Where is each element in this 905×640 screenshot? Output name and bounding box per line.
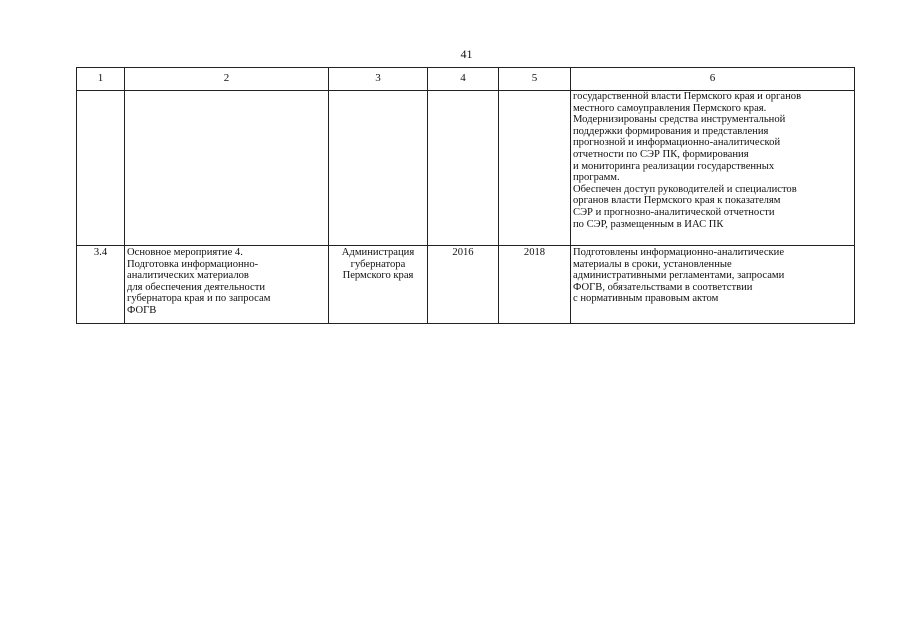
measure-line: аналитических материалов [127, 270, 249, 282]
cell-start-year [428, 91, 499, 246]
result-line: Модернизированы средства инструментальной [573, 114, 786, 126]
cell-start-year: 2016 [428, 246, 499, 324]
result-line: программ. [573, 172, 620, 184]
result-line: и мониторинга реализации государственных [573, 160, 775, 172]
cell-number [77, 91, 125, 246]
result-line: материалы в сроки, установленные [573, 258, 732, 270]
result-line: административными регламентами, запросами [573, 270, 785, 282]
cell-expected-result [571, 91, 855, 246]
header-col-3: 3 [329, 68, 428, 91]
cell-measure [125, 91, 329, 246]
result-line: органов власти Пермского края к показателям [573, 195, 781, 207]
header-col-2: 2 [125, 68, 329, 91]
header-col-1: 1 [77, 68, 125, 91]
cell-end-year: 2018 [499, 246, 571, 324]
result-line: прогнозной и информационно-аналитической [573, 137, 781, 149]
result-line: СЭР и прогнозно-аналитической отчетности [573, 206, 775, 218]
table-header-row [77, 68, 855, 91]
result-line: местного самоуправления Пермского края. [573, 102, 767, 114]
measure-line: для обеспечения деятельности [127, 281, 266, 293]
result-line: государственной власти Пермского края и органов [573, 91, 802, 102]
measure-line: Подготовка информационно- [127, 258, 259, 270]
header-col-6: 6 [571, 68, 855, 91]
executor-line: Администрация [341, 247, 415, 258]
table-row-continuation [77, 91, 855, 246]
table-row-3-4 [77, 246, 855, 324]
page-number: 41 [460, 47, 473, 61]
cell-executor [329, 246, 428, 324]
result-line: с нормативным правовым актом [573, 293, 719, 305]
cell-expected-result [571, 246, 855, 324]
measure-line: Основное мероприятие 4. [127, 247, 243, 258]
cell-measure [125, 246, 329, 324]
measures-table [76, 67, 855, 324]
result-line: Обеспечен доступ руководителей и специалистов [573, 183, 797, 195]
header-col-5: 5 [499, 68, 571, 91]
measure-line: ФОГВ [127, 304, 157, 316]
result-line: ФОГВ, обязательствами в соответствии [573, 281, 753, 293]
header-col-4: 4 [428, 68, 499, 91]
result-line: отчетности по СЭР ПК, формирования [573, 148, 749, 160]
cell-end-year [499, 91, 571, 246]
executor-line: губернатора [350, 258, 406, 270]
executor-line: Пермского края [342, 270, 414, 282]
result-line: Подготовлены информационно-аналитические [573, 247, 785, 258]
cell-number: 3.4 [77, 246, 125, 324]
cell-executor [329, 91, 428, 246]
result-line: поддержки формирования и представления [573, 125, 769, 137]
result-line: по СЭР, размещенным в ИАС ПК [573, 218, 724, 230]
measure-line: губернатора края и по запросам [127, 293, 271, 305]
